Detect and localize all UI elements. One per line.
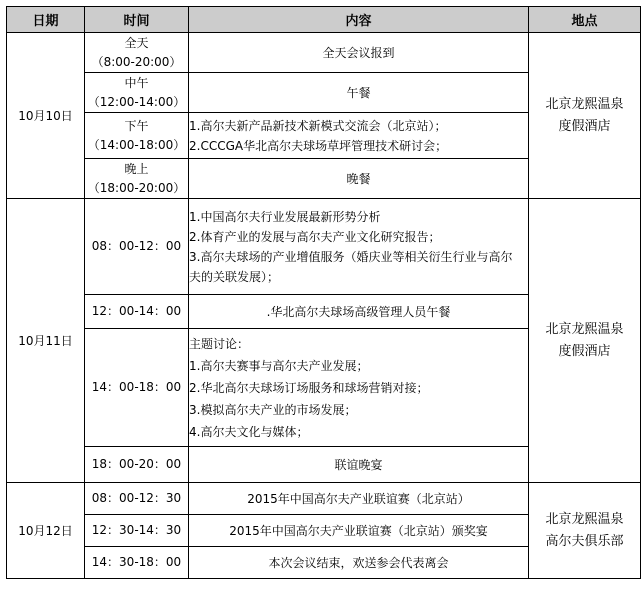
- header-date: 日期: [7, 7, 85, 33]
- location-line: 度假酒店: [558, 118, 611, 134]
- time-range: （18:00-20:00）: [87, 180, 186, 195]
- day3-date: 10月12日: [7, 483, 85, 579]
- time-cell: 08：00-12：30: [85, 483, 189, 515]
- location-line: 北京龙熙温泉: [545, 321, 624, 337]
- header-content: 内容: [189, 7, 529, 33]
- time-cell: 12：30-14：30: [85, 515, 189, 547]
- time-cell: [85, 159, 189, 199]
- time-cell: 12：00-14：00: [85, 295, 189, 329]
- location-line: 北京龙熙温泉: [545, 511, 624, 527]
- list-item: 1.高尔夫赛事与高尔夫产业发展；: [189, 358, 369, 373]
- time-label: 下午: [124, 118, 149, 133]
- time-cell: 14：30-18：00: [85, 547, 189, 579]
- time-label: 晚上: [124, 161, 149, 176]
- location-line: 度假酒店: [558, 343, 611, 359]
- content-cell: 联谊晚宴: [189, 447, 529, 483]
- content-cell: [189, 199, 529, 295]
- content-cell: .华北高尔夫球场高级管理人员午餐: [189, 295, 529, 329]
- content-cell: [189, 329, 529, 447]
- time-label: 中午: [124, 75, 149, 90]
- content-cell: 午餐: [189, 73, 529, 113]
- day1-date: 10月10日: [7, 33, 85, 199]
- time-range: （12:00-14:00）: [87, 94, 186, 109]
- day2-date: 10月11日: [7, 199, 85, 483]
- time-range: （8:00-20:00）: [91, 54, 182, 69]
- header-time: 时间: [85, 7, 189, 33]
- table-row: [7, 199, 641, 295]
- list-item: 2.CCCGA华北高尔夫球场草坪管理技术研讨会；: [189, 138, 448, 153]
- list-item: 3.高尔夫球场的产业增值服务（婚庆业等相关衍生行业与高尔夫的关联发展）；: [189, 249, 513, 284]
- location-line: 北京龙熙温泉: [545, 96, 624, 112]
- time-cell: 18：00-20：00: [85, 447, 189, 483]
- list-item: 2.体育产业的发展与高尔夫产业文化研究报告；: [189, 229, 441, 244]
- list-item: 4.高尔夫文化与媒体；: [189, 424, 309, 439]
- day2-location: [529, 199, 641, 483]
- time-cell: [85, 73, 189, 113]
- header-row: [7, 7, 641, 33]
- content-cell: 全天会议报到: [189, 33, 529, 73]
- time-label: 全天: [124, 35, 149, 50]
- list-item: 3.模拟高尔夫产业的市场发展；: [189, 402, 357, 417]
- content-cell: 2015年中国高尔夫产业联谊赛（北京站）: [189, 483, 529, 515]
- location-line: 高尔夫俱乐部: [545, 533, 624, 549]
- time-range: （14:00-18:00）: [87, 137, 186, 152]
- content-cell: 2015年中国高尔夫产业联谊赛（北京站）颁奖宴: [189, 515, 529, 547]
- day1-location: [529, 33, 641, 199]
- header-location: 地点: [529, 7, 641, 33]
- day3-location: [529, 483, 641, 579]
- schedule-table: [6, 6, 641, 579]
- table-row: [7, 33, 641, 73]
- list-item: 1.高尔夫新产品新技术新模式交流会（北京站）；: [189, 118, 447, 133]
- time-cell: 14：00-18：00: [85, 329, 189, 447]
- time-cell: [85, 113, 189, 159]
- content-cell: [189, 113, 529, 159]
- list-item: 1.中国高尔夫行业发展最新形势分析: [189, 209, 381, 224]
- content-cell: 本次会议结束，欢送参会代表离会: [189, 547, 529, 579]
- discussion-heading: 主题讨论：: [189, 336, 250, 351]
- list-item: 2.华北高尔夫球场订场服务和球场营销对接；: [189, 380, 429, 395]
- time-cell: [85, 33, 189, 73]
- content-cell: 晚餐: [189, 159, 529, 199]
- time-cell: 08：00-12：00: [85, 199, 189, 295]
- table-row: [7, 483, 641, 515]
